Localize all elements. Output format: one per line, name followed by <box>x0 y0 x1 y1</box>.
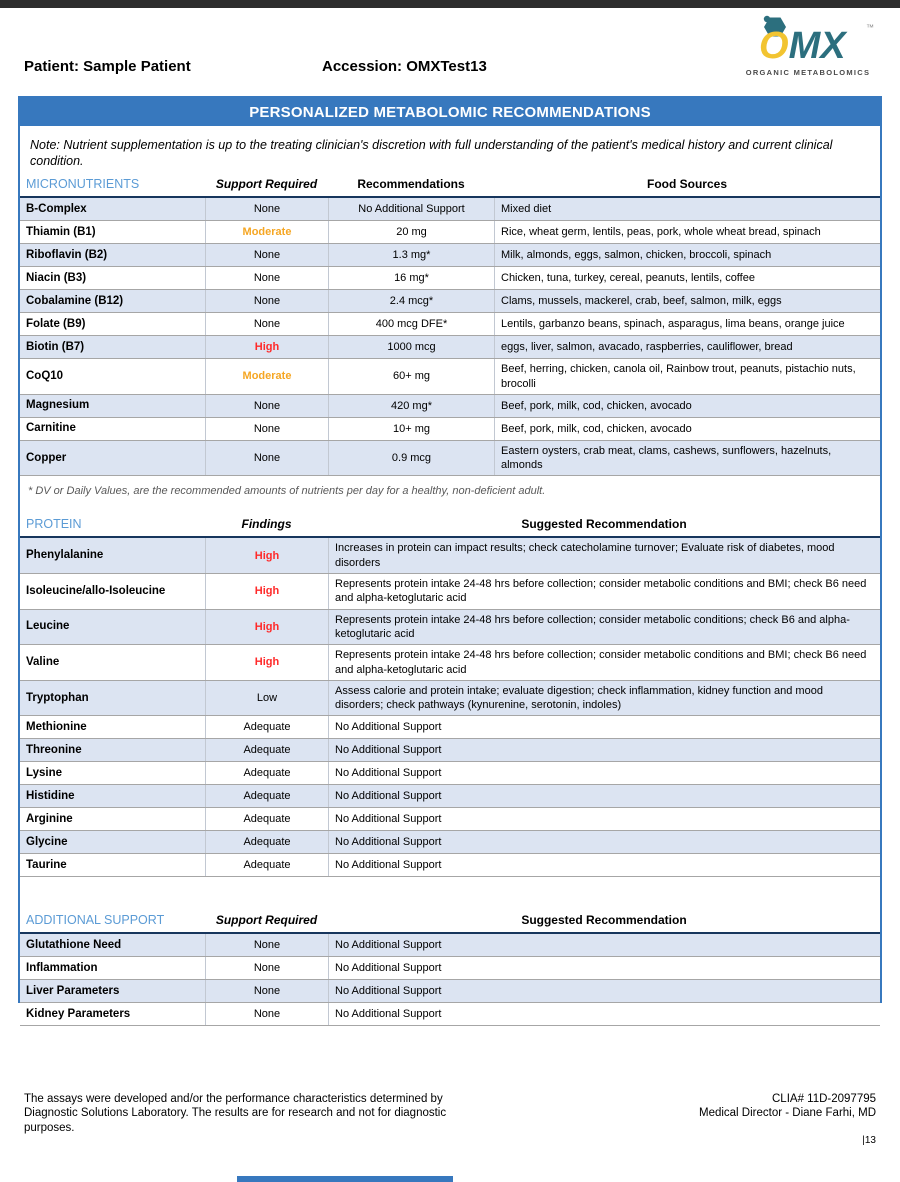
table-row <box>20 290 880 313</box>
recommendation-value: 20 mg <box>328 221 494 243</box>
finding-value: Adequate <box>205 785 328 807</box>
column-header-additional-support-required: Support Required <box>215 913 318 928</box>
recommendation-value: 1.3 mg* <box>328 244 494 266</box>
footer-medical-director: Medical Director - Diane Farhi, MD <box>698 1107 876 1120</box>
table-row <box>20 441 880 477</box>
support-required-value: None <box>205 198 328 220</box>
recommendation-value: 420 mg* <box>328 395 494 417</box>
column-header-support-required: Support Required <box>215 177 318 192</box>
finding-value: Adequate <box>205 808 328 830</box>
finding-value: Adequate <box>205 739 328 761</box>
column-header-food-sources: Food Sources <box>646 177 727 192</box>
footer-clia: CLIA# 11D-2097795 <box>772 1093 876 1105</box>
support-required-value: None <box>205 313 328 335</box>
suggested-recommendation-value: No Additional Support <box>328 1003 880 1025</box>
recommendations-panel <box>18 96 882 1021</box>
support-required-value: None <box>205 244 328 266</box>
section-label-additional-support: ADDITIONAL SUPPORT <box>26 913 165 928</box>
recommendation-value: 2.4 mcg* <box>328 290 494 312</box>
page-number: |13 <box>862 1134 876 1146</box>
finding-value: Low <box>205 681 328 716</box>
omx-logo-icon <box>733 14 883 67</box>
table-row <box>20 336 880 359</box>
finding-value: High <box>205 610 328 645</box>
suggested-recommendation-value: Represents protein intake 24-48 hrs before collection; consider metabolic conditions and BMI; check B6 need and alpha-ketoglutaric acid <box>328 574 880 609</box>
table-row <box>20 681 880 717</box>
finding-value: Adequate <box>205 831 328 853</box>
accession-label: Accession: OMXTest13 <box>322 58 487 75</box>
table-row <box>20 980 880 1003</box>
suggested-recommendation-value: No Additional Support <box>328 762 880 784</box>
additional-support-table <box>20 932 880 1026</box>
suggested-recommendation-value: No Additional Support <box>328 934 880 956</box>
nutrient-name: Biotin (B7) <box>26 340 85 353</box>
support-required-value: None <box>205 980 328 1002</box>
protein-name: Valine <box>26 656 60 669</box>
support-required-value: None <box>205 290 328 312</box>
table-row <box>20 957 880 980</box>
protein-name: Tryptophan <box>26 691 89 704</box>
nutrient-name: Thiamin (B1) <box>26 225 96 238</box>
food-sources-value: Milk, almonds, eggs, salmon, chicken, broccoli, spinach <box>494 244 880 266</box>
table-row <box>20 313 880 336</box>
table-row <box>20 610 880 646</box>
table-row <box>20 267 880 290</box>
table-row <box>20 359 880 395</box>
finding-value: Adequate <box>205 854 328 876</box>
food-sources-value: Beef, herring, chicken, canola oil, Rainbow trout, peanuts, pistachio nuts, brocolli <box>494 359 880 394</box>
finding-value: High <box>205 538 328 573</box>
footer-lab-info <box>699 1092 876 1147</box>
logo-letters-mx: MX <box>788 25 846 67</box>
logo-caption: ORGANIC METABOLOMICS <box>745 68 871 77</box>
protein-name: Threonine <box>26 743 82 756</box>
nutrient-name: Niacin (B3) <box>26 271 87 284</box>
recommendation-value: 60+ mg <box>328 359 494 394</box>
additional-support-header-row <box>20 907 880 932</box>
parameter-name: Liver Parameters <box>26 984 120 997</box>
finding-value: Adequate <box>205 762 328 784</box>
column-header-findings: Findings <box>241 517 292 532</box>
suggested-recommendation-value: No Additional Support <box>328 808 880 830</box>
food-sources-value: Eastern oysters, crab meat, clams, cashews, sunflowers, hazelnuts, almonds <box>494 441 880 476</box>
dv-footnote: * DV or Daily Values, are the recommended amounts of nutrients per day for a healthy, non-deficient adult. <box>28 485 546 498</box>
support-required-value: None <box>205 418 328 440</box>
clinician-note: Note: Nutrient supplementation is up to the treating clinician's discretion with full understanding of the patient's medical history and current clinical condition. <box>30 138 833 168</box>
section-label-micronutrients: MICRONUTRIENTS <box>26 177 140 192</box>
table-row <box>20 854 880 877</box>
omx-logo <box>728 14 888 77</box>
food-sources-value: Beef, pork, milk, cod, chicken, avocado <box>494 418 880 440</box>
suggested-recommendation-value: Increases in protein can impact results; check catecholamine turnover; Evaluate risk of diabetes, mood disorders <box>328 538 880 573</box>
nutrient-name: Folate (B9) <box>26 317 86 330</box>
recommendation-value: 10+ mg <box>328 418 494 440</box>
support-required-value: None <box>205 934 328 956</box>
patient-label: Patient: Sample Patient <box>24 58 191 75</box>
micronutrients-table <box>20 196 880 476</box>
table-row <box>20 538 880 574</box>
suggested-recommendation-value: No Additional Support <box>328 831 880 853</box>
food-sources-value: Clams, mussels, mackerel, crab, beef, salmon, milk, eggs <box>494 290 880 312</box>
protein-name: Arginine <box>26 812 73 825</box>
table-row <box>20 244 880 267</box>
food-sources-value: Beef, pork, milk, cod, chicken, avocado <box>494 395 880 417</box>
nutrient-name: CoQ10 <box>26 370 64 383</box>
support-required-value: None <box>205 1003 328 1025</box>
parameter-name: Inflammation <box>26 961 98 974</box>
food-sources-value: Mixed diet <box>494 198 880 220</box>
suggested-recommendation-value: No Additional Support <box>328 716 880 738</box>
protein-name: Taurine <box>26 858 67 871</box>
column-header-additional-suggested-recommendation: Suggested Recommendation <box>521 913 687 928</box>
protein-name: Histidine <box>26 789 75 802</box>
suggested-recommendation-value: No Additional Support <box>328 957 880 979</box>
support-required-value: Moderate <box>205 221 328 243</box>
protein-header-row <box>20 511 880 536</box>
protein-name: Phenylalanine <box>26 549 104 562</box>
table-row <box>20 645 880 681</box>
support-required-value: None <box>205 267 328 289</box>
protein-name: Isoleucine/allo-Isoleucine <box>26 584 166 597</box>
panel-title-banner <box>20 98 880 126</box>
recommendation-value: 16 mg* <box>328 267 494 289</box>
nutrient-name: Cobalamine (B12) <box>26 294 124 307</box>
protein-name: Lysine <box>26 766 63 779</box>
nutrient-name: Copper <box>26 451 67 464</box>
suggested-recommendation-value: Represents protein intake 24-48 hrs before collection; consider metabolic conditions; check B6 and alpha-ketoglutaric acid <box>328 610 880 645</box>
food-sources-value: Chicken, tuna, turkey, cereal, peanuts, lentils, coffee <box>494 267 880 289</box>
table-row <box>20 739 880 762</box>
column-header-recommendations: Recommendations <box>357 177 465 192</box>
page-footer <box>24 1092 876 1147</box>
table-row <box>20 808 880 831</box>
table-row <box>20 198 880 221</box>
panel-title: PERSONALIZED METABOLOMIC RECOMMENDATIONS <box>249 103 651 121</box>
suggested-recommendation-value: No Additional Support <box>328 785 880 807</box>
support-required-value: None <box>205 441 328 476</box>
micronutrients-header-row <box>20 171 880 196</box>
top-edge-bar <box>0 0 900 8</box>
support-required-value: None <box>205 395 328 417</box>
recommendation-value: 400 mcg DFE* <box>328 313 494 335</box>
parameter-name: Glutathione Need <box>26 938 122 951</box>
suggested-recommendation-value: No Additional Support <box>328 980 880 1002</box>
table-row <box>20 418 880 441</box>
suggested-recommendation-value: No Additional Support <box>328 739 880 761</box>
food-sources-value: eggs, liver, salmon, avacado, raspberries, cauliflower, bread <box>494 336 880 358</box>
page-header <box>24 58 724 75</box>
nutrient-name: Carnitine <box>26 422 76 435</box>
logo-tm: ™ <box>866 23 874 32</box>
protein-name: Methionine <box>26 720 87 733</box>
support-required-value: None <box>205 957 328 979</box>
next-page-banner-fragment <box>237 1176 453 1182</box>
table-row <box>20 762 880 785</box>
nutrient-name: Magnesium <box>26 399 90 412</box>
column-header-suggested-recommendation: Suggested Recommendation <box>521 517 687 532</box>
protein-name: Leucine <box>26 620 70 633</box>
section-label-protein: PROTEIN <box>26 517 82 532</box>
logo-letter-o: O <box>759 25 789 67</box>
suggested-recommendation-value: No Additional Support <box>328 854 880 876</box>
table-row <box>20 716 880 739</box>
nutrient-name: B-Complex <box>26 202 87 215</box>
finding-value: High <box>205 645 328 680</box>
suggested-recommendation-value: Assess calorie and protein intake; evaluate digestion; check inflammation, kidney function and mood disorders; check pathways (kynurenine, serotonin, indoles) <box>328 681 880 716</box>
footer-disclaimer: The assays were developed and/or the performance characteristics determined by Diagnostic Solutions Laboratory. The results are for research and not for diagnostic purposes. <box>24 1093 447 1134</box>
table-row <box>20 785 880 808</box>
recommendation-value: 0.9 mcg <box>328 441 494 476</box>
finding-value: High <box>205 574 328 609</box>
support-required-value: High <box>205 336 328 358</box>
recommendation-value: No Additional Support <box>328 198 494 220</box>
table-row <box>20 831 880 854</box>
recommendation-value: 1000 mcg <box>328 336 494 358</box>
parameter-name: Kidney Parameters <box>26 1007 131 1020</box>
finding-value: Adequate <box>205 716 328 738</box>
table-row <box>20 1003 880 1026</box>
table-row <box>20 934 880 957</box>
suggested-recommendation-value: Represents protein intake 24-48 hrs before collection; consider metabolic conditions and BMI; check B6 need and alpha-ketoglutaric acid <box>328 645 880 680</box>
table-row <box>20 221 880 244</box>
food-sources-value: Lentils, garbanzo beans, spinach, asparagus, lima beans, orange juice <box>494 313 880 335</box>
support-required-value: Moderate <box>205 359 328 394</box>
table-row <box>20 395 880 418</box>
protein-name: Glycine <box>26 835 68 848</box>
nutrient-name: Riboflavin (B2) <box>26 248 108 261</box>
protein-table <box>20 536 880 877</box>
food-sources-value: Rice, wheat germ, lentils, peas, pork, whole wheat bread, spinach <box>494 221 880 243</box>
svg-text:OMX <box>759 25 848 67</box>
table-row <box>20 574 880 610</box>
